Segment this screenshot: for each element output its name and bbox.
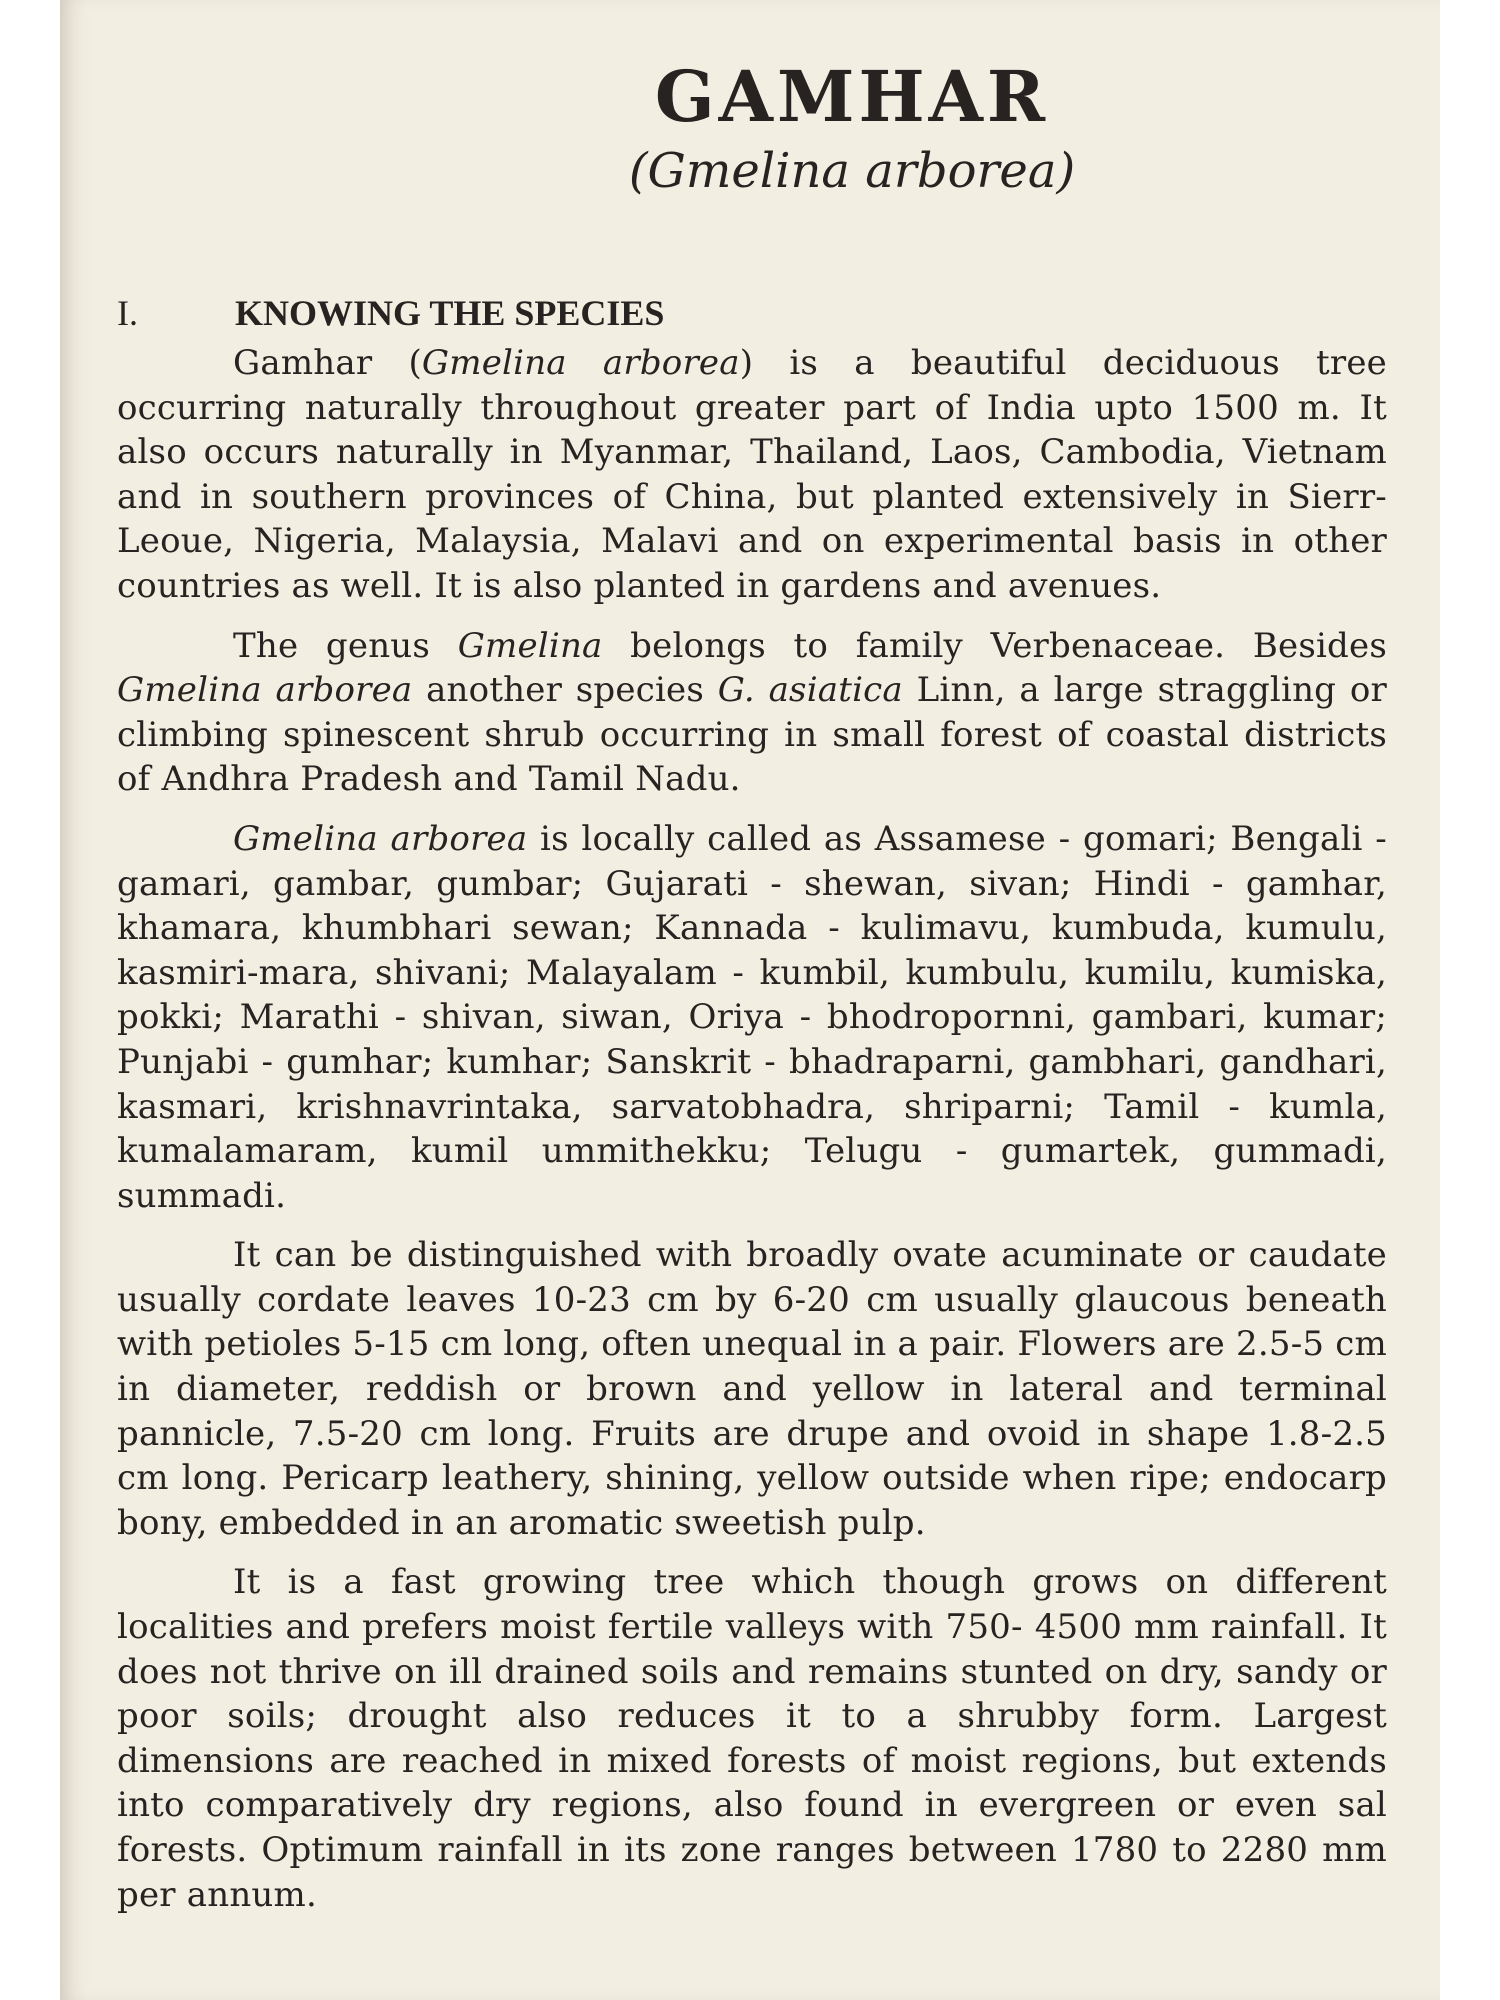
section-heading xyxy=(117,289,1387,337)
paragraph-text: is locally called as Assamese - gomari; Bengali - gamari, gambar, gumbar; Gujarati - shewan, sivan; Hindi - gamhar, khamara, khumbhari sewan; Kannada - kulimavu, kumbuda, kumulu, kasmiri-mara, shivani; Malayalam - kumbil, kumbulu, kumilu, kumiska, pokki; Marathi - shivan, siwan, Oriya - bhodropornni, gambari, kumar; Punjabi - gumhar; kumhar; Sanskrit - bhadraparni, gambhari, gandhari, kasmari, krishnavrintaka, sarvatobhadra, shriparni; Tamil - kumla, kumalamaram, kumil ummithekku; Telugu - gumartek, gummadi, summadi. xyxy=(117,818,1387,1216)
italic-species-name: G. asiatica xyxy=(717,670,903,711)
paragraph-distribution xyxy=(117,341,1387,609)
paragraph-text: Linn, a large straggling or climbing spinescent shrub occurring in small forest of coastal districts of Andhra Pradesh and Tamil Nadu. xyxy=(117,670,1387,800)
paragraph-text: another species xyxy=(412,670,718,711)
section-title: KNOWING THE SPECIES xyxy=(235,293,665,333)
italic-species-name: Gmelina arborea xyxy=(421,343,740,383)
page-content xyxy=(117,55,1387,1917)
italic-species-name: Gmelina arborea xyxy=(117,670,413,711)
paragraph-habitat: It is a fast growing tree which though grows on different localities and prefers moist fertile valleys with 750- 4500 mm rainfall. It does not thrive on ill drained soils and remains stunted on dry, sandy or poor soils; drought also reduces it to a shrubby form. Largest dimensions are reached in mixed forests of moist regions, but extends into comparatively dry regions, also found in evergreen or even sal forests. Optimum rainfall in its zone ranges between 1780 to 2280 mm per annum. xyxy=(117,1562,1387,1915)
paragraph-text: Gamhar ( xyxy=(233,343,422,383)
paragraph-text: ) is a beautiful deciduous tree occurring naturally throughout greater part of India upto 1500 m. It also occurs naturally in Myanmar, Thailand, Laos, Cambodia, Vietnam and in southern provinces of China, but planted extensively in Sierr-Leoue, Nigeria, Malaysia, Malavi and on experimental basis in other countries as well. It is also planted in gardens and avenues. xyxy=(117,343,1387,606)
italic-genus-name: Gmelina xyxy=(457,625,603,666)
paragraph-local-names xyxy=(117,817,1387,1218)
paragraph-description: It can be distinguished with broadly ovate acuminate or caudate usually cordate leaves 10-23 cm by 6-20 cm usually glaucous beneath with petioles 5-15 cm long, often unequal in a pair. Flowers are 2.5-5 cm in diameter, reddish or brown and yellow in lateral and terminal pannicle, 7.5-20 cm long. Fruits are drupe and ovoid in shape 1.8-2.5 cm long. Pericarp leathery, shining, yellow outside when ripe; endocarp bony, embedded in an aromatic sweetish pulp. xyxy=(117,1235,1387,1543)
book-page xyxy=(60,0,1440,2000)
scientific-name-subtitle: (Gmelina arborea) xyxy=(628,143,1076,199)
page-title: GAMHAR xyxy=(654,55,1050,138)
italic-species-name: Gmelina arborea xyxy=(233,818,528,859)
section-number: I. xyxy=(117,293,138,333)
paragraph-text: belongs to family Verbenaceae. Besides xyxy=(602,625,1387,666)
paragraph-genus xyxy=(117,624,1387,802)
paragraph-text: The genus xyxy=(233,625,458,666)
